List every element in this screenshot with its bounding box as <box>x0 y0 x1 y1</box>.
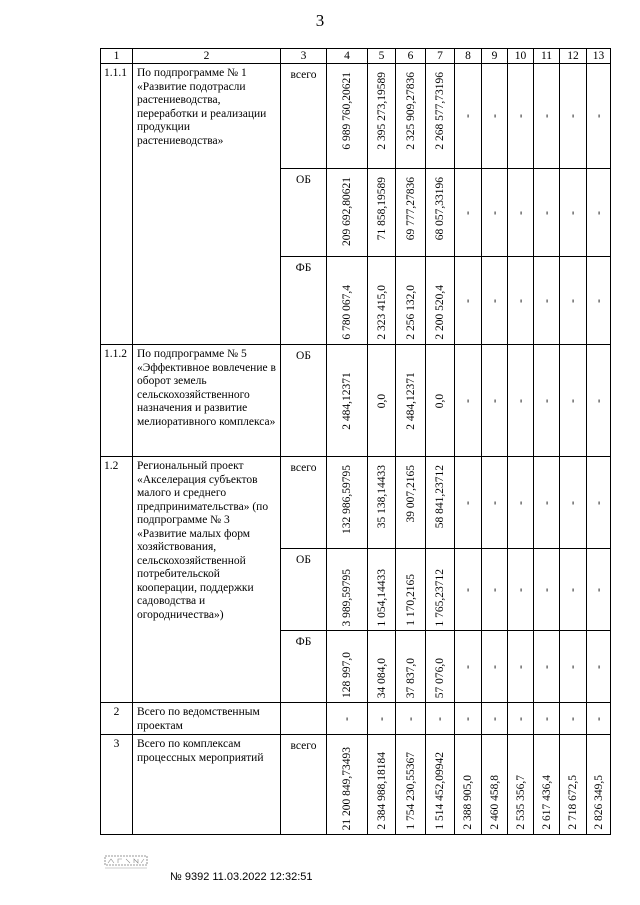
value-cell: 21 200 849,73493 <box>341 746 353 830</box>
row-number: 1.2 <box>101 457 133 703</box>
value-cell: 6 780 067,4 <box>341 285 353 340</box>
value-cell: - <box>592 114 605 118</box>
row-name: Региональный проект «Акселерация субъектов малого и среднего предпринимательства» (по подпрограмме № 3 «Развитие малых форм хозяйствования, сельскохозяйственной потребительской кооперации, поддержки садоводства и огородничества») <box>133 457 281 703</box>
document-registration-info: № 9392 11.03.2022 12:32:51 <box>170 871 313 883</box>
value-cell: - <box>488 398 501 403</box>
value-cell: - <box>488 716 501 721</box>
value-cell: - <box>567 716 579 721</box>
value-cell: - <box>540 398 553 403</box>
value-cell: - <box>462 716 474 721</box>
row-number: 3 <box>101 735 133 835</box>
table-row <box>101 457 611 549</box>
value-cell: - <box>540 210 553 215</box>
funding-source: всего <box>281 64 327 169</box>
row-name: По подпрограмме № 1 «Развитие подотрасли растениеводства, переработки и реализации продукции растениеводства» <box>133 64 281 345</box>
value-cell: - <box>462 298 474 303</box>
value-cell: 2 826 349,5 <box>592 775 605 830</box>
header-cell: 9 <box>482 49 508 64</box>
value-cell: 128 997,0 <box>341 652 353 698</box>
value-cell: - <box>375 716 388 721</box>
value-cell: - <box>567 210 579 215</box>
value-cell: 2 200 520,4 <box>434 285 446 340</box>
value-cell: 2 617 436,4 <box>540 775 553 830</box>
value-cell: 2 535 356,7 <box>514 775 527 830</box>
value-cell: - <box>567 398 579 403</box>
header-cell: 4 <box>327 49 368 64</box>
header-cell: 1 <box>101 49 133 64</box>
budget-table <box>100 48 611 835</box>
value-cell: - <box>434 716 446 721</box>
value-cell: 68 057,33196 <box>434 177 446 241</box>
value-cell: 2 484,12371 <box>404 371 417 430</box>
value-cell: 0,0 <box>375 393 388 408</box>
funding-source: ФБ <box>281 631 327 703</box>
value-cell: - <box>567 664 579 669</box>
value-cell: - <box>488 664 501 669</box>
value-cell: - <box>540 114 553 118</box>
value-cell: - <box>592 664 605 669</box>
value-cell: - <box>462 587 474 592</box>
row-name: По подпрограмме № 5 «Эффективное вовлечение в оборот земель сельскохозяйственного назначения и развитие мелиоративного комплекса» <box>133 345 281 457</box>
value-cell: 39 007,2165 <box>404 465 417 523</box>
value-cell: - <box>592 398 605 403</box>
row-number: 1.1.2 <box>101 345 133 457</box>
value-cell: - <box>592 716 605 721</box>
value-cell: - <box>540 587 553 592</box>
header-cell: 10 <box>508 49 534 64</box>
value-cell: - <box>488 114 501 118</box>
value-cell: - <box>462 210 474 215</box>
value-cell: 209 692,80621 <box>341 177 353 246</box>
value-cell: 0,0 <box>434 393 446 408</box>
value-cell: - <box>514 114 527 118</box>
value-cell: - <box>514 716 527 721</box>
value-cell: 2 388 905,0 <box>462 775 474 830</box>
value-cell: 2 268 577,73196 <box>434 72 446 150</box>
value-cell: 2 484,12371 <box>341 371 353 430</box>
value-cell: 6 989 760,20621 <box>341 72 353 150</box>
table-row <box>101 735 611 835</box>
value-cell: - <box>592 298 605 303</box>
value-cell: - <box>462 664 474 669</box>
value-cell: 1 765,23712 <box>434 568 446 626</box>
value-cell: - <box>462 500 474 505</box>
value-cell: 2 460 458,8 <box>488 775 501 830</box>
value-cell: - <box>592 500 605 505</box>
value-cell: - <box>567 298 579 303</box>
value-cell: 37 837,0 <box>404 657 417 698</box>
value-cell: - <box>462 398 474 403</box>
row-number: 1.1.1 <box>101 64 133 345</box>
page-number: 3 <box>315 11 325 30</box>
value-cell: - <box>592 210 605 215</box>
value-cell: 35 138,14433 <box>375 465 388 529</box>
value-cell: 2 718 672,5 <box>567 775 579 830</box>
value-cell: - <box>514 664 527 669</box>
value-cell: - <box>488 587 501 592</box>
value-cell: 2 395 273,19589 <box>375 72 388 150</box>
value-cell: - <box>567 500 579 505</box>
row-name: Всего по комплексам процессных мероприятий <box>133 735 281 835</box>
funding-source: ОБ <box>281 345 327 457</box>
header-row <box>101 49 611 64</box>
value-cell: - <box>488 298 501 303</box>
header-cell: 7 <box>426 49 455 64</box>
value-cell: 69 777,27836 <box>404 177 417 241</box>
value-cell: - <box>540 664 553 669</box>
row-name: Всего по ведомственным проектам <box>133 703 281 735</box>
funding-source: ОБ <box>281 169 327 257</box>
value-cell: - <box>514 210 527 215</box>
signature-stamp-icon <box>104 855 148 871</box>
value-cell: - <box>540 716 553 721</box>
value-cell: - <box>592 587 605 592</box>
header-cell: 12 <box>560 49 587 64</box>
value-cell: - <box>514 298 527 303</box>
value-cell: 58 841,23712 <box>434 465 446 529</box>
value-cell: - <box>514 587 527 592</box>
table-row <box>101 64 611 169</box>
header-cell: 13 <box>587 49 611 64</box>
header-cell: 3 <box>281 49 327 64</box>
header-cell: 2 <box>133 49 281 64</box>
value-cell: - <box>488 210 501 215</box>
value-cell: 1 514 452,09942 <box>434 752 446 830</box>
value-cell: - <box>567 587 579 592</box>
value-cell: 132 986,59795 <box>341 465 353 534</box>
value-cell: - <box>514 398 527 403</box>
funding-source: всего <box>281 457 327 549</box>
header-cell: 8 <box>455 49 482 64</box>
funding-source: ФБ <box>281 257 327 345</box>
value-cell: 1 054,14433 <box>375 568 388 626</box>
funding-source: ОБ <box>281 549 327 631</box>
value-cell: 2 323 415,0 <box>375 285 388 340</box>
value-cell: 71 858,19589 <box>375 177 388 241</box>
value-cell: 3 989,59795 <box>341 568 353 626</box>
table-row <box>101 345 611 457</box>
value-cell: 1 754 230,55367 <box>404 752 417 830</box>
value-cell: 1 170,2165 <box>404 574 417 626</box>
header-cell: 5 <box>368 49 396 64</box>
value-cell: - <box>540 298 553 303</box>
header-cell: 6 <box>396 49 426 64</box>
value-cell: - <box>540 500 553 505</box>
value-cell: - <box>341 716 353 721</box>
value-cell: - <box>462 114 474 118</box>
value-cell: - <box>514 500 527 505</box>
header-cell: 11 <box>534 49 560 64</box>
value-cell: 2 256 132,0 <box>404 285 417 340</box>
funding-source: всего <box>281 735 327 835</box>
funding-source <box>281 703 327 735</box>
value-cell: 2 325 909,27836 <box>404 72 417 150</box>
value-cell: 34 084,0 <box>375 657 388 698</box>
table-row <box>101 703 611 735</box>
value-cell: 2 384 988,18184 <box>375 752 388 830</box>
value-cell: - <box>567 114 579 118</box>
row-number: 2 <box>101 703 133 735</box>
value-cell: - <box>404 716 417 721</box>
value-cell: 57 076,0 <box>434 657 446 698</box>
value-cell: - <box>488 500 501 505</box>
